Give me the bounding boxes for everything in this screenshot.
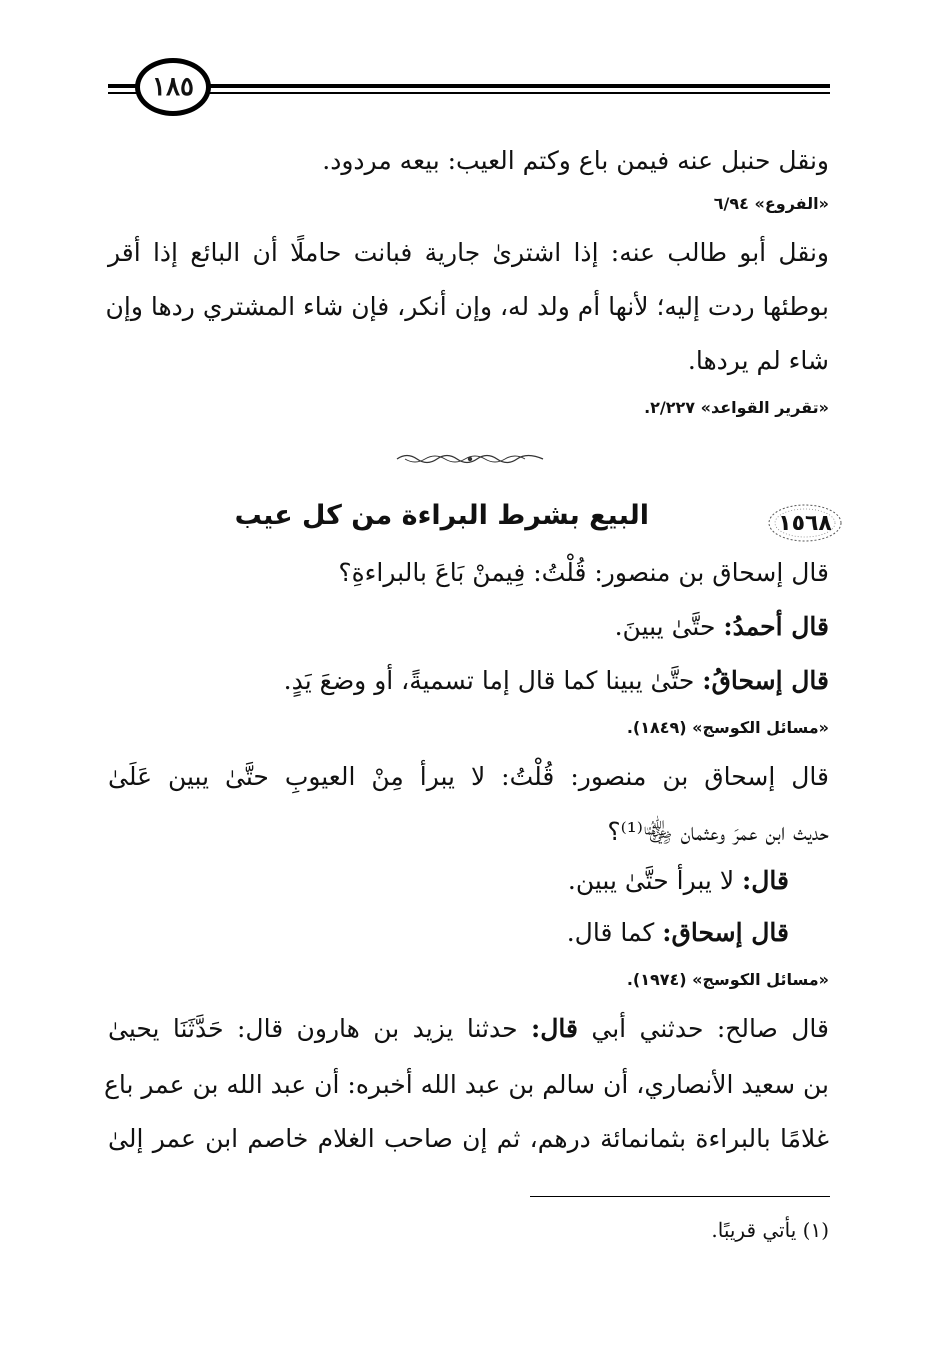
answer-line bbox=[108, 612, 829, 641]
speaker: قال إسحاقُ: bbox=[702, 666, 829, 695]
paragraph-line: ونقل حنبل عنه فيمن باع وكتم العيب: بيعه مردود. bbox=[322, 146, 829, 175]
page-number-badge bbox=[135, 58, 211, 116]
paragraph-line: شاء لم يردها. bbox=[687, 346, 829, 375]
section-number-emblem bbox=[765, 502, 845, 544]
header-rule bbox=[108, 84, 830, 88]
answer-line bbox=[108, 866, 789, 895]
question-line: قال إسحاق بن منصور: قُلْتُ: فِيمنْ بَاعَ بالبراءةِ؟ bbox=[338, 558, 829, 587]
footnote-rule bbox=[530, 1196, 830, 1197]
page-number: ١٨٥ bbox=[152, 72, 194, 102]
speaker: قال إسحاق: bbox=[662, 918, 789, 947]
text-span: حدثنا يزيد بن هارون قال: حَدَّثَنَا يحيىٰ bbox=[108, 1014, 531, 1043]
speaker: قال: bbox=[742, 866, 789, 895]
reference: «تقرير القواعد» ٢/٢٢٧. bbox=[644, 398, 829, 417]
answer-text: كما قال. bbox=[566, 918, 663, 947]
answer-text: حتَّىٰ يبينا كما قال إما تسميةً، أو وضعَ يَدٍ. bbox=[283, 666, 703, 695]
reference: «مسائل الكوسج» (١٨٤٩). bbox=[626, 718, 829, 737]
text-span: قال صالح: حدثني أبي bbox=[577, 1014, 830, 1043]
paragraph-line: ونقل أبو طالب عنه: إذا اشترىٰ جارية فبانت حاملًا أن البائع إذا أقر bbox=[108, 238, 829, 267]
reference: «الفروع» ٦/٩٤ bbox=[713, 194, 829, 213]
paragraph-line: بوطئها ردت إليه؛ لأنها أم ولد له، وإن أنكر، فإن شاء المشتري ردها وإن bbox=[105, 292, 829, 321]
answer-text: لا يبرأ حتَّىٰ يبين. bbox=[567, 866, 743, 895]
paragraph-line: بن سعيد الأنصاري، أن سالم بن عبد الله أخبره: أن عبد الله بن عمر باع bbox=[103, 1070, 829, 1099]
paragraph-line bbox=[108, 1014, 829, 1043]
ornament-divider bbox=[395, 452, 545, 466]
section-title: البيع بشرط البراءة من كل عيب bbox=[234, 500, 649, 531]
answer-text: حتَّىٰ يبينَ. bbox=[614, 612, 724, 641]
paragraph-line: غلامًا بالبراءة بثمانمائة درهم، ثم إن صاحب الغلام خاصم ابن عمر إلىٰ bbox=[108, 1124, 829, 1153]
text-span-bold: قال: bbox=[531, 1014, 578, 1043]
speaker: قال أحمدُ: bbox=[723, 612, 829, 641]
section-number: ١٥٦٨ bbox=[778, 510, 832, 536]
question-line: قال إسحاق بن منصور: قُلْتُ: لا يبرأ مِنْ العيوبِ حتَّىٰ يبين عَلَىٰ bbox=[108, 762, 829, 791]
question-line: حديث ابن عمرَ وعثمان ﵄⁽¹⁾؟ bbox=[607, 817, 829, 846]
answer-line bbox=[108, 666, 829, 695]
answer-line bbox=[108, 918, 789, 947]
header-rule-thin bbox=[108, 92, 830, 94]
footnote: (١) يأتي قريبًا. bbox=[711, 1218, 829, 1242]
reference: «مسائل الكوسج» (١٩٧٤). bbox=[626, 970, 829, 989]
